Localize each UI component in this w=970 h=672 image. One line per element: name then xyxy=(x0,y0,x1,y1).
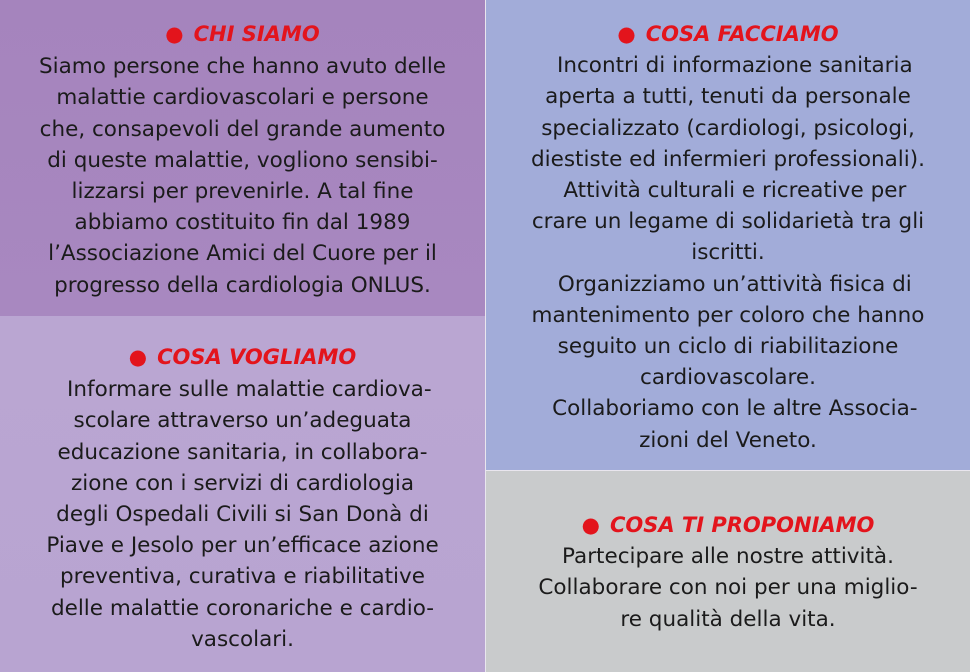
text-line: seguito un ciclo di riabilitazione xyxy=(557,334,899,360)
text-line: Informare sulle malattie cardiova- xyxy=(53,377,432,403)
text-line: abbiamo costituito fin dal 1989 xyxy=(74,210,411,236)
text-line: malattie cardiovascolari e persone xyxy=(56,85,429,111)
text-line: crare un legame di solidarietà tra gli xyxy=(531,209,925,235)
bullet-icon: ● xyxy=(617,22,636,46)
cosa-ti-proponiamo-panel xyxy=(486,471,970,672)
bullet-icon: ● xyxy=(165,22,184,46)
text-line: mantenimento per coloro che hanno xyxy=(531,302,925,328)
text-line: zioni del Veneto. xyxy=(639,427,817,453)
text-line: iscritti. xyxy=(691,240,765,266)
chi-siamo-panel xyxy=(0,0,485,316)
cosa-vogliamo-title: ● COSA VOGLIAMO xyxy=(0,342,485,373)
text-line: lizzarsi per prevenirle. A tal fine xyxy=(71,179,414,205)
cosa-ti-proponiamo-text xyxy=(486,541,970,635)
bullet-icon: ● xyxy=(581,513,600,537)
text-line: re qualità della vita. xyxy=(620,606,836,632)
text-line: Organizziamo un’attività fisica di xyxy=(544,271,912,297)
text-line: preventiva, curativa e riabilitative xyxy=(60,564,425,590)
text-line: Attività culturali e ricreative per xyxy=(549,178,907,204)
cosa-vogliamo-text xyxy=(0,374,485,655)
text-line: progresso della cardiologia ONLUS. xyxy=(54,272,431,298)
chi-siamo-text xyxy=(0,51,485,301)
cosa-facciamo-panel xyxy=(486,0,970,470)
text-line: educazione sanitaria, in collabora- xyxy=(57,439,428,465)
text-line: Partecipare alle nostre attività. xyxy=(562,544,894,570)
text-line: degli Ospedali Civili si San Donà di xyxy=(56,502,429,528)
cosa-ti-proponiamo-title: ● COSA TI PROPONIAMO xyxy=(486,510,970,541)
chi-siamo-title: ● CHI SIAMO xyxy=(0,19,485,50)
text-line: diestiste ed infermieri professionali). xyxy=(531,146,925,172)
text-line: cardiovascolare. xyxy=(640,365,816,391)
cosa-facciamo-title: ● COSA FACCIAMO xyxy=(486,19,970,50)
text-line: vascolari. xyxy=(191,626,294,652)
text-line: l’Associazione Amici del Cuore per il xyxy=(48,241,437,267)
text-line: aperta a tutti, tenuti da personale xyxy=(545,84,911,110)
text-line: Incontri di informazione sanitaria xyxy=(543,53,913,79)
text-line: scolare attraverso un’adeguata xyxy=(73,408,412,434)
text-line: Piave e Jesolo per un’efficace azione xyxy=(46,533,439,559)
cosa-vogliamo-panel xyxy=(0,316,485,672)
text-line: Collaboriamo con le altre Associa- xyxy=(538,396,918,422)
text-line: di queste malattie, vogliono sensibi- xyxy=(47,147,438,173)
text-line: zione con i servizi di cardiologia xyxy=(70,470,414,496)
text-line: delle malattie coronariche e cardio- xyxy=(50,595,435,621)
text-line: Siamo persone che hanno avuto delle xyxy=(38,54,447,80)
cosa-facciamo-text xyxy=(486,50,970,456)
text-line: Collaborare con noi per una miglio- xyxy=(538,575,918,601)
bullet-icon: ● xyxy=(128,345,148,369)
text-line: specializzato (cardiologi, psicologi, xyxy=(541,115,915,141)
text-line: che, consapevoli del grande aumento xyxy=(39,116,446,142)
